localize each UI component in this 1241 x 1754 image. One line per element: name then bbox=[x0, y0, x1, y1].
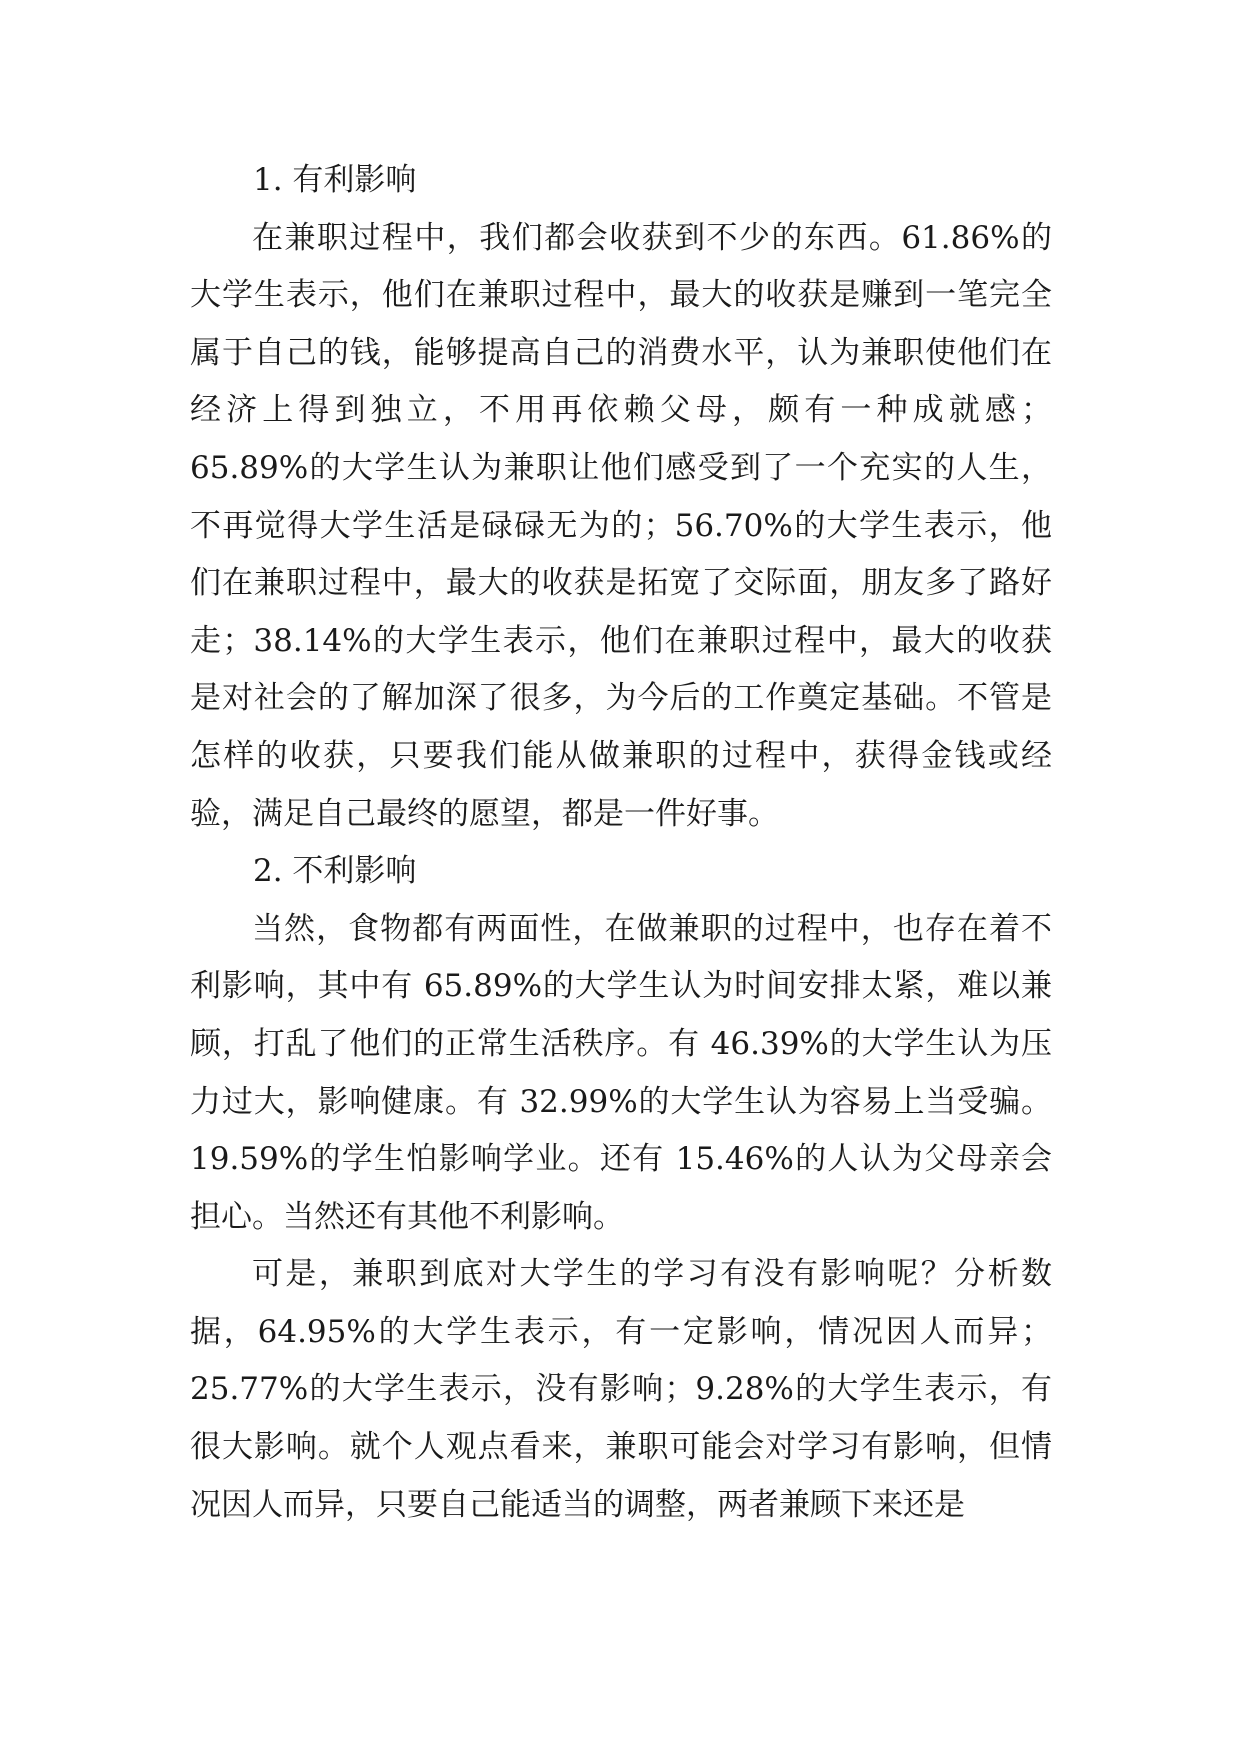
paragraph-favorable-impact: 在兼职过程中，我们都会收获到不少的东西。61.86%的大学生表示，他们在兼职过程中，最大的收获是赚到一笔完全属于自己的钱，能够提高自己的消费水平，认为兼职使他们在经济上得到独立，不用再依赖父母，颇有一种成就感；65.89%的大学生认为兼职让他们感受到了一个充实的人生，不再觉得大学生活是碌碌无为的；56.70%的大学生表示，他们在兼职过程中，最大的收获是拓宽了交际面，朋友多了路好走；38.14%的大学生表示，他们在兼职过程中，最大的收获是对社会的了解加深了很多，为今后的工作奠定基础。不管是怎样的收获，只要我们能从做兼职的过程中，获得金钱或经验，满足自己最终的愿望，都是一件好事。 bbox=[190, 219, 1052, 832]
section-heading-favorable-impact: 1. 有利影响 bbox=[253, 162, 417, 198]
document-body bbox=[190, 152, 1052, 1534]
section-heading-unfavorable-impact: 2. 不利影响 bbox=[253, 853, 417, 890]
paragraph-study-impact: 可是，兼职到底对大学生的学习有没有影响呢？分析数据，64.95%的大学生表示，有一定影响，情况因人而异；25.77%的大学生表示，没有影响；9.28%的大学生表示，有很大影响。就个人观点看来，兼职可能会对学习有影响，但情况因人而异，只要自己能适当的调整，两者兼顾下来还是 bbox=[190, 1256, 1052, 1523]
paragraph-unfavorable-impact: 当然，食物都有两面性，在做兼职的过程中，也存在着不利影响，其中有 65.89%的大学生认为时间安排太紧，难以兼顾，打乱了他们的正常生活秩序。有 46.39%的大学生认为压力过大，影响健康。有 32.99%的大学生认为容易上当受骗。19.59%的学生怕影响学业。还有 15.46%的人认为父母亲会担心。当然还有其他不利影响。 bbox=[190, 910, 1052, 1235]
